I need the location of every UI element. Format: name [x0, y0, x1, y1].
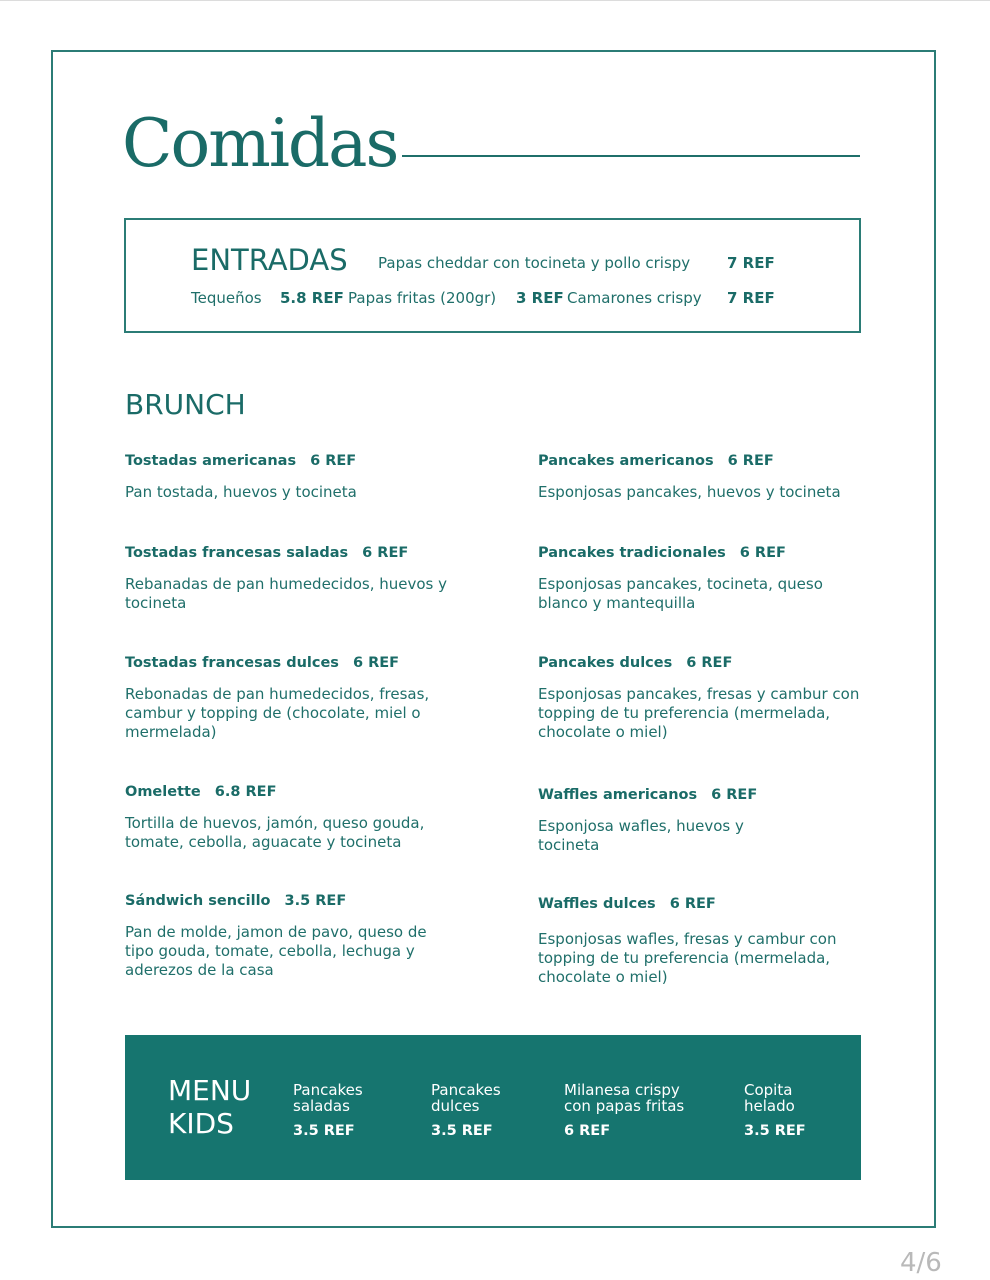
entrada-price: 7 REF — [727, 254, 775, 272]
item-description: Esponjosas wafles, fresas y cambur con topping de tu preferencia (mermelada, chocolate o miel) — [538, 930, 837, 986]
page-title: Comidas — [122, 105, 398, 182]
item-price: 6 REF — [310, 453, 357, 469]
page-edge-line — [0, 0, 990, 1]
item-name: Tostadas francesas saladas — [125, 545, 349, 561]
menu-item — [125, 451, 465, 502]
item-description: Esponjosas pancakes, huevos y tocineta — [538, 483, 841, 501]
menu-item — [538, 543, 878, 613]
menu-item — [538, 451, 878, 502]
page-indicator: 4/6 — [900, 1248, 942, 1278]
menu-item — [125, 543, 465, 613]
entrada-name: Tequeños — [191, 289, 262, 307]
item-header — [538, 451, 878, 471]
entrada-name: Papas fritas (200gr) — [348, 289, 497, 307]
item-description: Esponjosas pancakes, fresas y cambur con topping de tu preferencia (mermelada, chocolate o miel) — [538, 685, 860, 741]
item-header — [538, 785, 878, 805]
item-description: Pan tostada, huevos y tocineta — [125, 483, 357, 501]
item-name: Tostadas francesas dulces — [125, 655, 339, 671]
item-price: 6 REF — [727, 453, 774, 469]
item-price: 3.5 REF — [284, 893, 347, 909]
item-header — [125, 543, 465, 563]
item-name: Pancakes americanos — [538, 453, 714, 469]
kids-item-price: 3.5 REF — [293, 1123, 355, 1139]
brunch-heading: BRUNCH — [125, 388, 246, 421]
item-name: Pancakes tradicionales — [538, 545, 726, 561]
menu-item — [538, 894, 878, 987]
entradas-heading: ENTRADAS — [191, 243, 348, 277]
entrada-name: Papas cheddar con tocineta y pollo crispy — [378, 254, 691, 272]
item-description: Esponjosa wafles, huevos y tocineta — [538, 817, 744, 854]
kids-item-name — [564, 1082, 714, 1114]
item-name: Waffles americanos — [538, 787, 698, 803]
item-description: Pan de molde, jamon de pavo, queso de tipo gouda, tomate, cebolla, lechuga y aderezos de la casa — [125, 923, 427, 979]
menu-item — [538, 785, 878, 855]
item-description: Esponjosas pancakes, tocineta, queso blanco y mantequilla — [538, 575, 823, 612]
kids-item-name-line: dulces — [431, 1097, 480, 1115]
kids-title-line: MENU — [168, 1074, 252, 1107]
item-header — [125, 891, 465, 911]
item-header — [538, 543, 878, 563]
kids-item-name — [293, 1082, 443, 1114]
item-name: Pancakes dulces — [538, 655, 673, 671]
entrada-price: 3 REF — [516, 289, 564, 307]
item-price: 6 REF — [352, 655, 400, 671]
kids-title-line: KIDS — [168, 1107, 234, 1140]
kids-item-name-line: Copita — [744, 1081, 793, 1099]
entrada-name: Camarones crispy — [567, 289, 702, 307]
kids-item-name-line: helado — [744, 1097, 795, 1115]
item-header — [538, 653, 878, 673]
item-name: Sándwich sencillo — [125, 893, 271, 909]
kids-item — [431, 1082, 581, 1140]
kids-menu-title — [168, 1074, 278, 1140]
item-header — [538, 894, 878, 914]
item-header — [125, 653, 465, 673]
kids-item — [744, 1082, 854, 1140]
item-price: 6.8 REF — [214, 784, 277, 800]
entrada-price: 5.8 REF — [280, 289, 344, 307]
item-name: Tostadas americanas — [125, 453, 297, 469]
kids-item — [293, 1082, 443, 1140]
title-divider — [402, 155, 860, 157]
menu-item — [125, 653, 465, 742]
item-price: 6 REF — [669, 896, 716, 912]
item-description: Rebonadas de pan humedecidos, fresas, cambur y topping de (chocolate, miel o mermelada) — [125, 685, 430, 741]
kids-item-name-line: Pancakes — [431, 1081, 501, 1099]
item-price: 6 REF — [711, 787, 758, 803]
menu-item — [538, 653, 878, 742]
item-description: Rebanadas de pan humedecidos, huevos y tocineta — [125, 575, 448, 612]
menu-item — [125, 891, 465, 980]
kids-item-price: 6 REF — [564, 1123, 611, 1139]
item-name: Omelette — [125, 784, 201, 800]
kids-item-price: 3.5 REF — [744, 1123, 806, 1139]
entrada-price: 7 REF — [727, 289, 775, 307]
kids-item-name-line: Milanesa crispy — [564, 1081, 680, 1099]
kids-item-name-line: saladas — [293, 1097, 350, 1115]
kids-item-name — [744, 1082, 854, 1114]
item-header — [125, 451, 465, 471]
kids-item-name-line: con papas fritas — [564, 1097, 685, 1115]
item-name: Waffles dulces — [538, 896, 656, 912]
menu-item — [125, 782, 465, 852]
kids-item — [564, 1082, 714, 1140]
item-price: 6 REF — [686, 655, 733, 671]
item-price: 6 REF — [739, 545, 786, 561]
item-description: Tortilla de huevos, jamón, queso gouda, tomate, cebolla, aguacate y tocineta — [125, 814, 425, 851]
item-header — [125, 782, 465, 802]
item-price: 6 REF — [362, 545, 409, 561]
kids-item-name — [431, 1082, 581, 1114]
kids-item-name-line: Pancakes — [293, 1081, 363, 1099]
kids-item-price: 3.5 REF — [431, 1123, 493, 1139]
